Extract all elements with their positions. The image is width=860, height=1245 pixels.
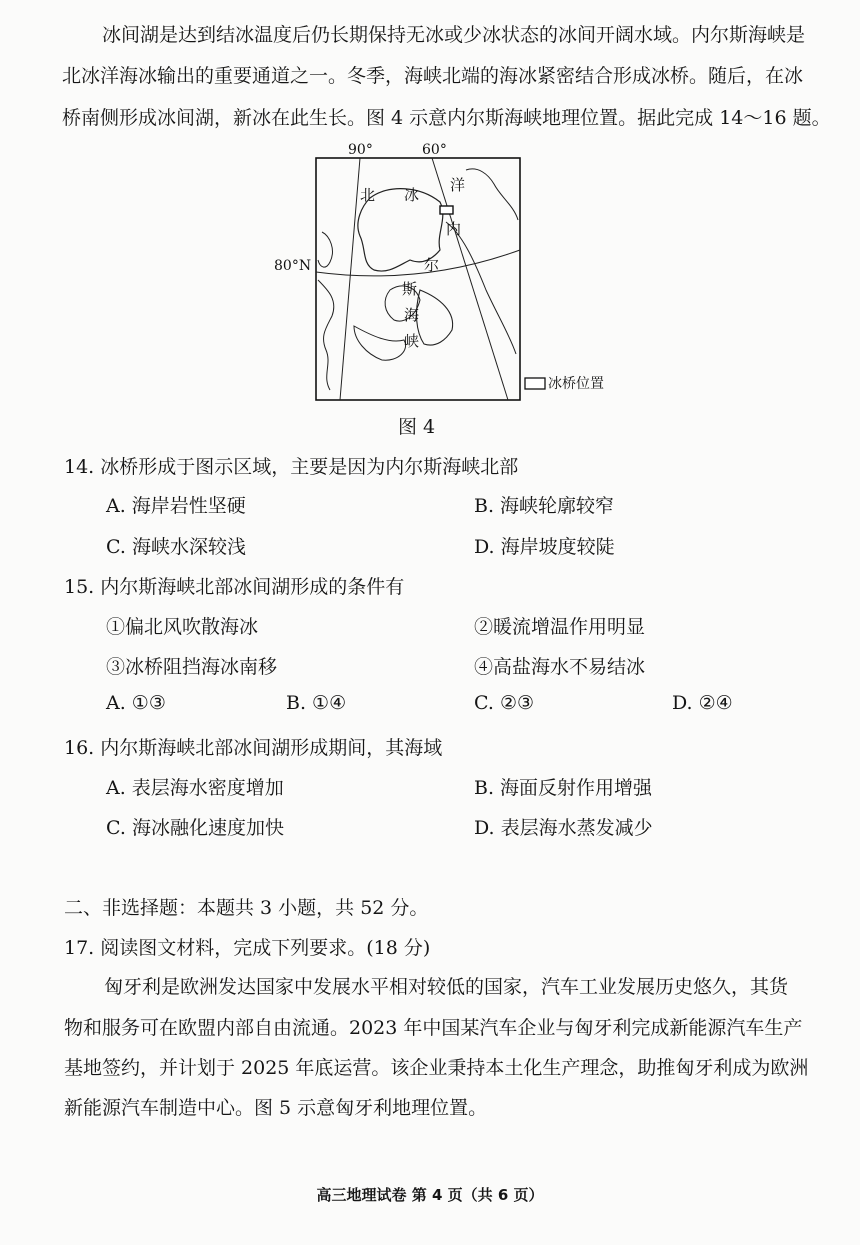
q14-option-a: A. 海岸岩性坚硬 — [106, 495, 246, 517]
coast-south — [354, 326, 406, 360]
q15-item-4: ④高盐海水不易结冰 — [474, 656, 646, 678]
q14-stem: 14. 冰桥形成于图示区域，主要是因为内尔斯海峡北部 — [64, 456, 519, 478]
legend-box — [525, 378, 545, 389]
lon-60-label: 60° — [422, 142, 447, 158]
map-label-bei: 北 — [360, 186, 376, 204]
meridian-60 — [432, 158, 508, 400]
map-label-hai: 海 — [404, 306, 420, 324]
greenland-coast — [446, 222, 516, 354]
q15-item-1: ①偏北风吹散海冰 — [106, 616, 259, 638]
q15-stem: 15. 内尔斯海峡北部冰间湖形成的条件有 — [64, 576, 405, 598]
coast-west-1 — [318, 232, 332, 267]
intro-line-1: 冰间湖是达到结冰温度后仍长期保持无冰或少冰状态的冰间开阔水域。内尔斯海峡是 — [102, 24, 806, 46]
map-label-bing: 冰 — [404, 186, 420, 204]
q16-option-c: C. 海冰融化速度加快 — [106, 817, 284, 839]
map-label-er: 尔 — [424, 256, 440, 274]
map-label-yang: 洋 — [450, 176, 466, 194]
nares-strait-map — [270, 140, 630, 410]
section-2-heading: 二、非选择题：本题共 3 小题，共 52 分。 — [64, 897, 429, 919]
q17-paragraph-line-2: 物和服务可在欧盟内部自由流通。2023 年中国某汽车企业与匈牙利完成新能源汽车生产 — [64, 1017, 803, 1039]
map-label-nei: 内 — [446, 220, 462, 238]
q16-option-a: A. 表层海水密度增加 — [106, 777, 284, 799]
q14-option-c: C. 海峡水深较浅 — [106, 536, 246, 558]
q17-paragraph-line-1: 匈牙利是欧洲发达国家中发展水平相对较低的国家，汽车工业发展历史悠久，其货 — [104, 976, 789, 998]
legend-label: 冰桥位置 — [548, 376, 604, 392]
q14-option-b: B. 海峡轮廓较窄 — [474, 495, 615, 517]
q15-item-3: ③冰桥阻挡海冰南移 — [106, 656, 278, 678]
q16-option-d: D. 表层海水蒸发减少 — [474, 817, 653, 839]
q16-stem: 16. 内尔斯海峡北部冰间湖形成期间，其海域 — [64, 737, 443, 759]
q15-option-d: D. ②④ — [672, 692, 733, 714]
coast-center — [417, 290, 453, 345]
q17-stem: 17. 阅读图文材料，完成下列要求。(18 分) — [64, 937, 431, 959]
intro-line-3: 桥南侧形成冰间湖，新冰在此生长。图 4 示意内尔斯海峡地理位置。据此完成 14～16 题。 — [62, 107, 831, 129]
q17-paragraph-line-3: 基地签约，并计划于 2025 年底运营。该企业秉持本土化生产理念，助推匈牙利成为欧洲 — [64, 1057, 809, 1079]
coast-northeast — [466, 169, 518, 220]
lat-80-label: 80°N — [274, 258, 312, 274]
q15-item-2: ②暖流增温作用明显 — [474, 616, 646, 638]
map-label-si: 斯 — [402, 280, 418, 298]
meridian-90 — [340, 158, 360, 400]
page-footer: 高三地理试卷 第 4 页（共 6 页） — [316, 1186, 544, 1204]
figure-caption: 图 4 — [398, 416, 436, 438]
q15-option-c: C. ②③ — [474, 692, 535, 714]
parallel-80n — [316, 250, 520, 276]
q16-option-b: B. 海面反射作用增强 — [474, 777, 653, 799]
intro-line-2: 北冰洋海冰输出的重要通道之一。冬季，海峡北端的海冰紧密结合形成冰桥。随后，在冰 — [62, 65, 804, 87]
coast-west-2 — [318, 280, 334, 390]
q14-option-d: D. 海岸坡度较陡 — [474, 536, 615, 558]
q17-paragraph-line-4: 新能源汽车制造中心。图 5 示意匈牙利地理位置。 — [64, 1097, 488, 1119]
map-label-xia: 峡 — [404, 332, 420, 350]
q15-option-a: A. ①③ — [106, 692, 166, 714]
ice-bridge-box — [440, 206, 453, 214]
lon-90-label: 90° — [348, 142, 373, 158]
q15-option-b: B. ①④ — [286, 692, 347, 714]
